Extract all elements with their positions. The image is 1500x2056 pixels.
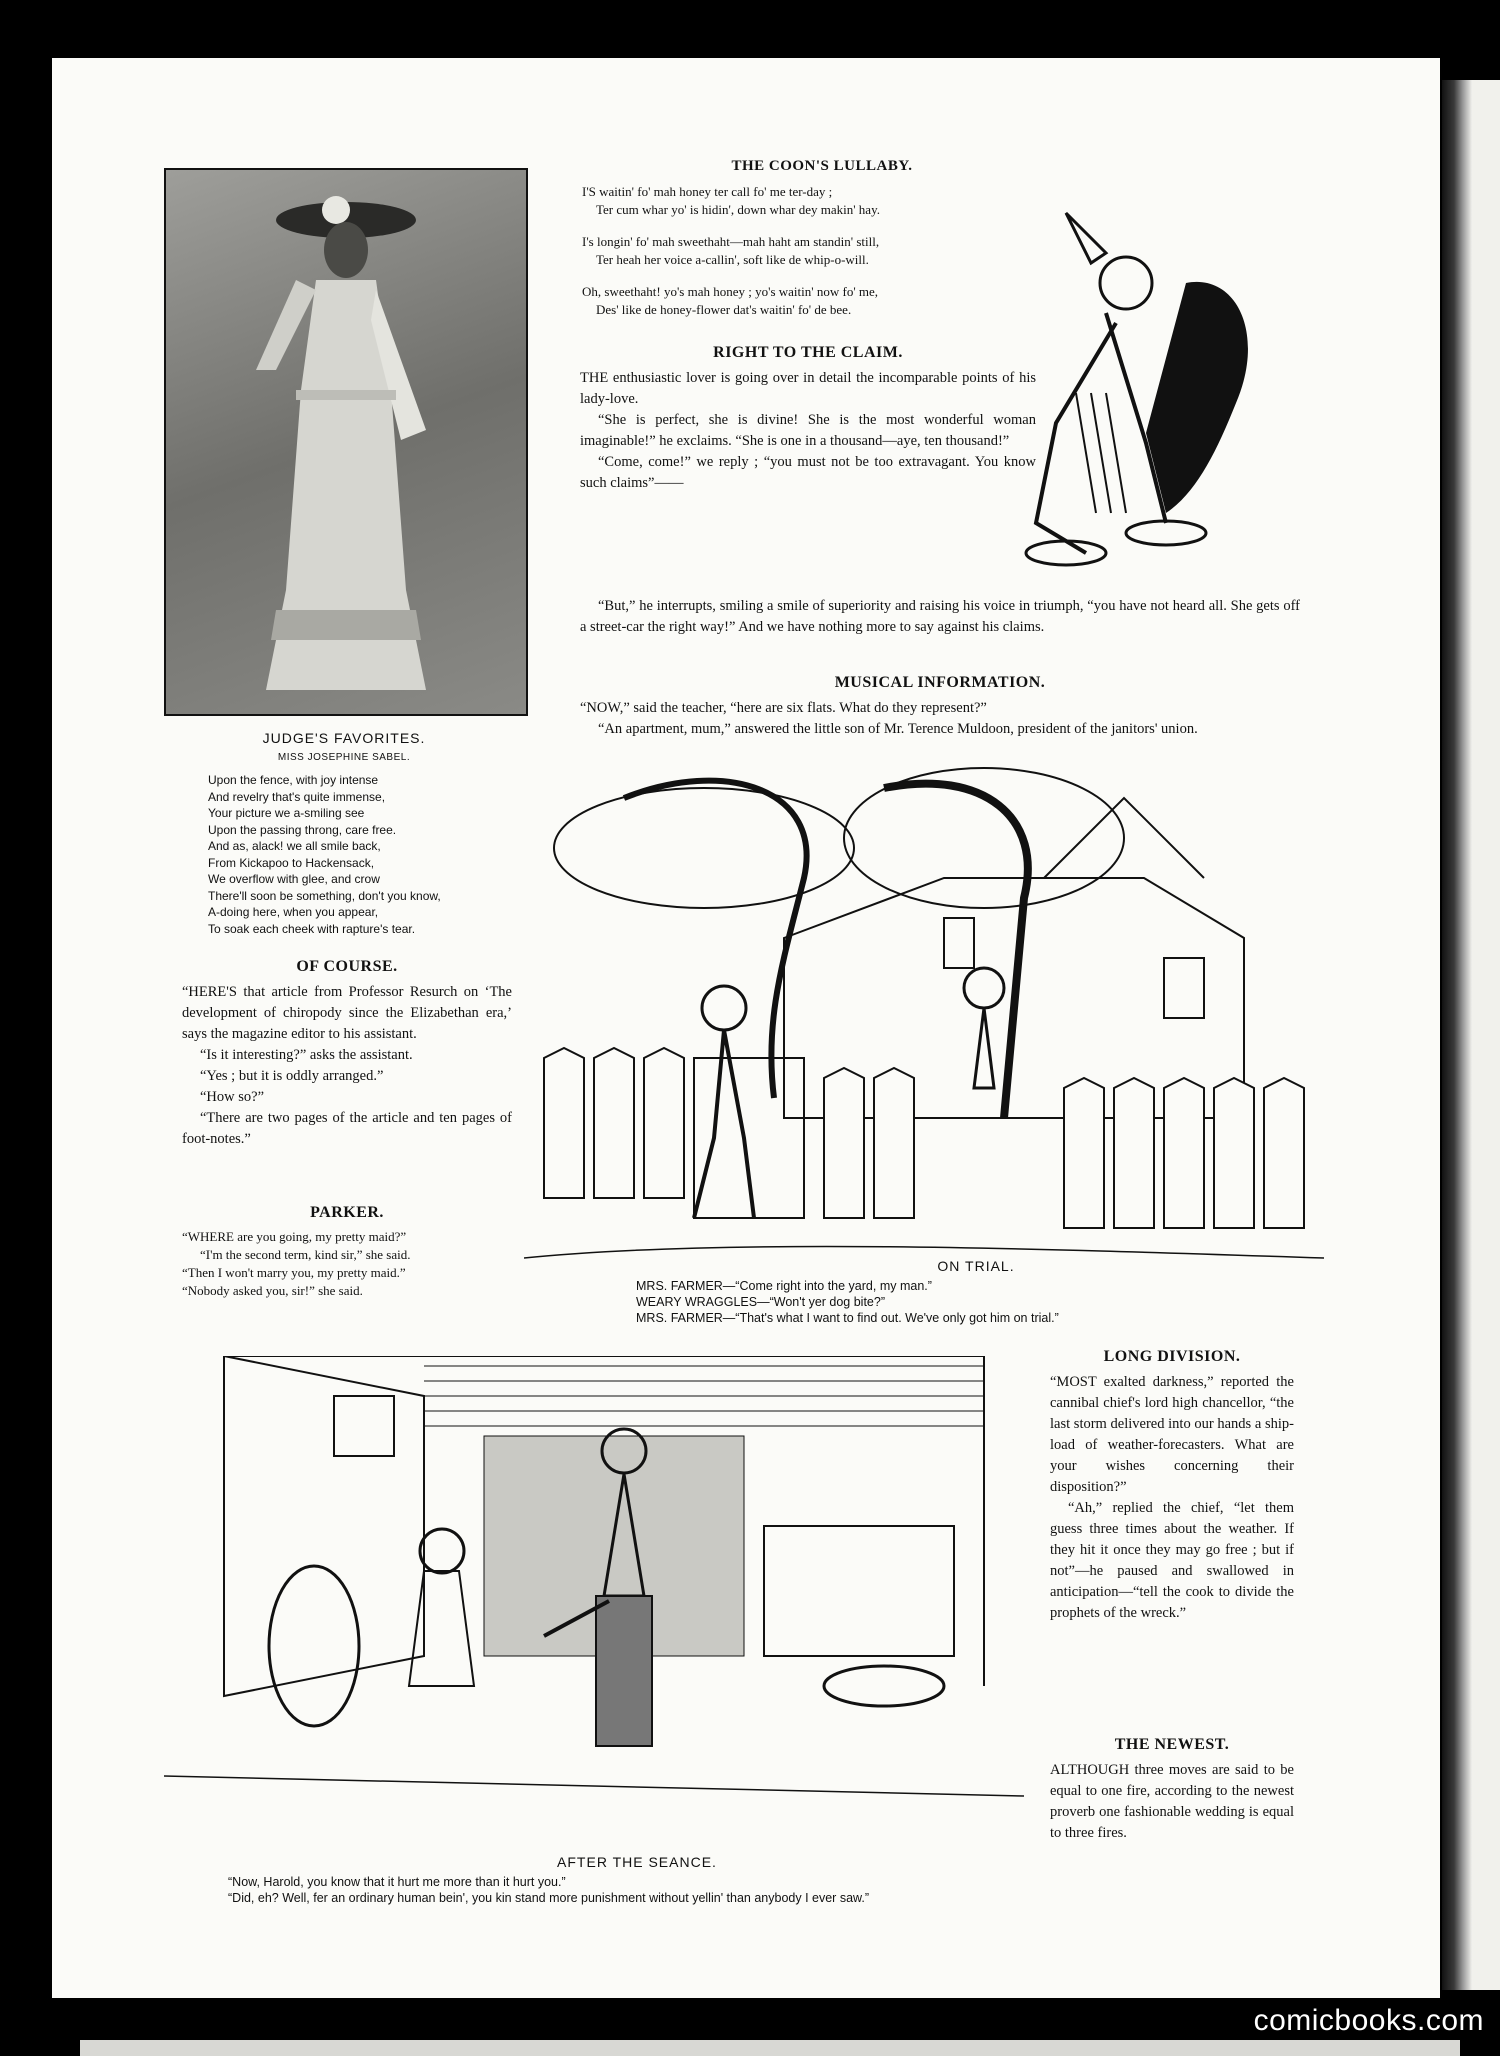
right-to-claim-para-1: THE enthusiastic lover is going over in detail the incomparable points of his lady-love. [580,370,1036,407]
after-the-seance-caption [212,1854,1062,1906]
verse-line: We overflow with glee, and crow [208,872,380,886]
right-to-claim-para-4: “But,” he interrupts, smiling a smile of superiority and raising his voice in triumph, “you have not heard all. She gets off a street-car the right way!” And we have nothing more to say against his claims. [580,598,1300,635]
right-to-claim-title: RIGHT TO THE CLAIM. [713,344,903,361]
seance-line: “Did, eh? Well, fer an ordinary human bein', you kin stand more punishment without yellin' than anybody I ever saw.” [228,1891,869,1905]
verse-line: Your picture we a-smiling see [208,806,365,820]
judges-favorites-title: JUDGE'S FAVORITES. [262,730,426,746]
farmhouse-fence-icon [524,758,1324,1306]
after-the-seance-title: AFTER THE SEANCE. [557,1854,717,1870]
parker-line-1: “WHERE are you going, my pretty maid?” [182,1229,407,1244]
parker-line-2: “I'm the second term, kind sir,” she said. [200,1247,411,1262]
lullaby-line: Des' like de honey-flower dat's waitin' fo' de bee. [596,302,852,317]
parker-line-3: “Then I won't marry you, my pretty maid.” [182,1265,406,1280]
of-course-para-2: “Is it interesting?” asks the assistant. [200,1047,413,1063]
verse-line: Upon the fence, with joy intense [208,773,379,787]
right-to-claim-para-2: “She is perfect, she is divine! She is the most wonderful woman imaginable!” he exclaims. “She is one in a thousand—aye, ten thousand!” [580,412,1036,449]
right-to-claim-para-3: “Come, come!” we reply ; “you must not be too extravagant. You know such claims”—— [580,454,1036,491]
judges-favorites-section [164,730,524,937]
musical-information-title: MUSICAL INFORMATION. [834,674,1046,691]
page-bottom-edge [80,2040,1460,2056]
coons-lullaby-title: THE COON'S LULLABY. [731,158,913,174]
musical-info-para-2: “An apartment, mum,” answered the little son of Mr. Terence Muldoon, president of the janitors' union. [598,721,1198,737]
lullaby-line: I's longin' fo' mah sweethaht—mah haht am standin' still, [582,234,880,249]
parker-section [182,1204,512,1300]
banjo-player-illustration [996,193,1296,593]
the-newest-section [1050,1736,1294,1844]
of-course-para-1: “HERE'S that article from Professor Resurch on ‘The development of chiropody since the Elizabethan era,’ says the magazine editor to his assistant. [182,984,512,1042]
right-to-claim-section [580,344,1036,494]
on-trial-line: MRS. FARMER—“That's what I want to find out. We've only got him on trial.” [636,1311,1059,1325]
of-course-title: OF COURSE. [296,958,398,975]
long-division-section [1050,1348,1294,1624]
verse-line: There'll soon be something, don't you know, [208,888,441,903]
after-the-seance-illustration [164,1356,1024,1864]
judges-favorites-subtitle: MISS JOSEPHINE SABEL. [277,752,411,763]
minstrel-figure-icon [996,193,1296,593]
verse-line: From Kickapoo to Hackensack, [208,855,375,870]
on-trial-caption [636,1258,1316,1326]
verse-line: Upon the passing throng, care free. [208,822,397,837]
parker-line-4: “Nobody asked you, sir!” she said. [182,1283,363,1298]
portrait-photo [164,168,528,716]
coons-lullaby-section [582,158,1062,333]
right-to-claim-continued [580,596,1300,638]
lullaby-line: Ter cum whar yo' is hidin', down whar dey makin' hay. [596,202,880,217]
of-course-para-5: “There are two pages of the article and ten pages of foot-notes.” [182,1110,512,1147]
on-trial-line: MRS. FARMER—“Come right into the yard, my man.” [636,1279,932,1293]
on-trial-line: WEARY WRAGGLES—“Won't yer dog bite?” [636,1295,885,1309]
woman-figure-icon [166,170,526,714]
the-newest-title: THE NEWEST. [1114,1736,1230,1753]
musical-information-section [580,674,1300,740]
barn-interior-icon [164,1356,1024,1864]
long-division-para-1: “MOST exalted darkness,” reported the cannibal chief's lord high chancellor, “the last storm delivered into our hands a ship-load of weather-forecasters. What are your wishes concerning their disposition?” [1050,1374,1294,1495]
on-trial-illustration [524,758,1324,1306]
of-course-para-3: “Yes ; but it is oddly arranged.” [200,1068,384,1084]
musical-info-para-1: “NOW,” said the teacher, “here are six flats. What do they represent?” [580,700,987,716]
verse-line: And revelry that's quite immense, [208,789,386,804]
of-course-section [182,958,512,1150]
lullaby-stanza-1 [582,183,1062,219]
the-newest-para-1: ALTHOUGH three moves are said to be equal to one fire, according to the newest proverb one fashionable wedding is equal to three fires. [1050,1762,1294,1841]
on-trial-title: ON TRIAL. [937,1258,1015,1274]
watermark: comicbooks.com [1253,2004,1484,2037]
lullaby-line: I'S waitin' fo' mah honey ter call fo' me ter-day ; [582,184,833,199]
verse-line: A-doing here, when you appear, [208,905,379,919]
verse-line: To soak each cheek with rapture's tear. [208,921,416,936]
long-division-title: LONG DIVISION. [1103,1348,1241,1365]
judges-favorites-verse [164,772,524,937]
lullaby-line: Oh, sweethaht! yo's mah honey ; yo's waitin' now fo' me, [582,284,879,299]
seance-line: “Now, Harold, you know that it hurt me more than it hurt you.” [228,1875,566,1889]
verse-line: And as, alack! we all smile back, [208,839,381,853]
of-course-para-4: “How so?” [200,1089,265,1105]
lullaby-stanza-3 [582,283,1062,319]
next-page-edge [1472,80,1500,1990]
parker-title: PARKER. [310,1204,384,1221]
long-division-para-2: “Ah,” replied the chief, “let them guess three times about the weather. If they hit it once they may go free ; but if not”—he paused and swallowed in anticipation—“tell the cook to divide the prophets of the wreck.” [1050,1500,1294,1621]
lullaby-line: Ter heah her voice a-callin', soft like de whip-o-will. [596,252,869,267]
book-spine [1442,80,1472,1990]
magazine-page [52,58,1440,1998]
lullaby-stanza-2 [582,233,1062,269]
